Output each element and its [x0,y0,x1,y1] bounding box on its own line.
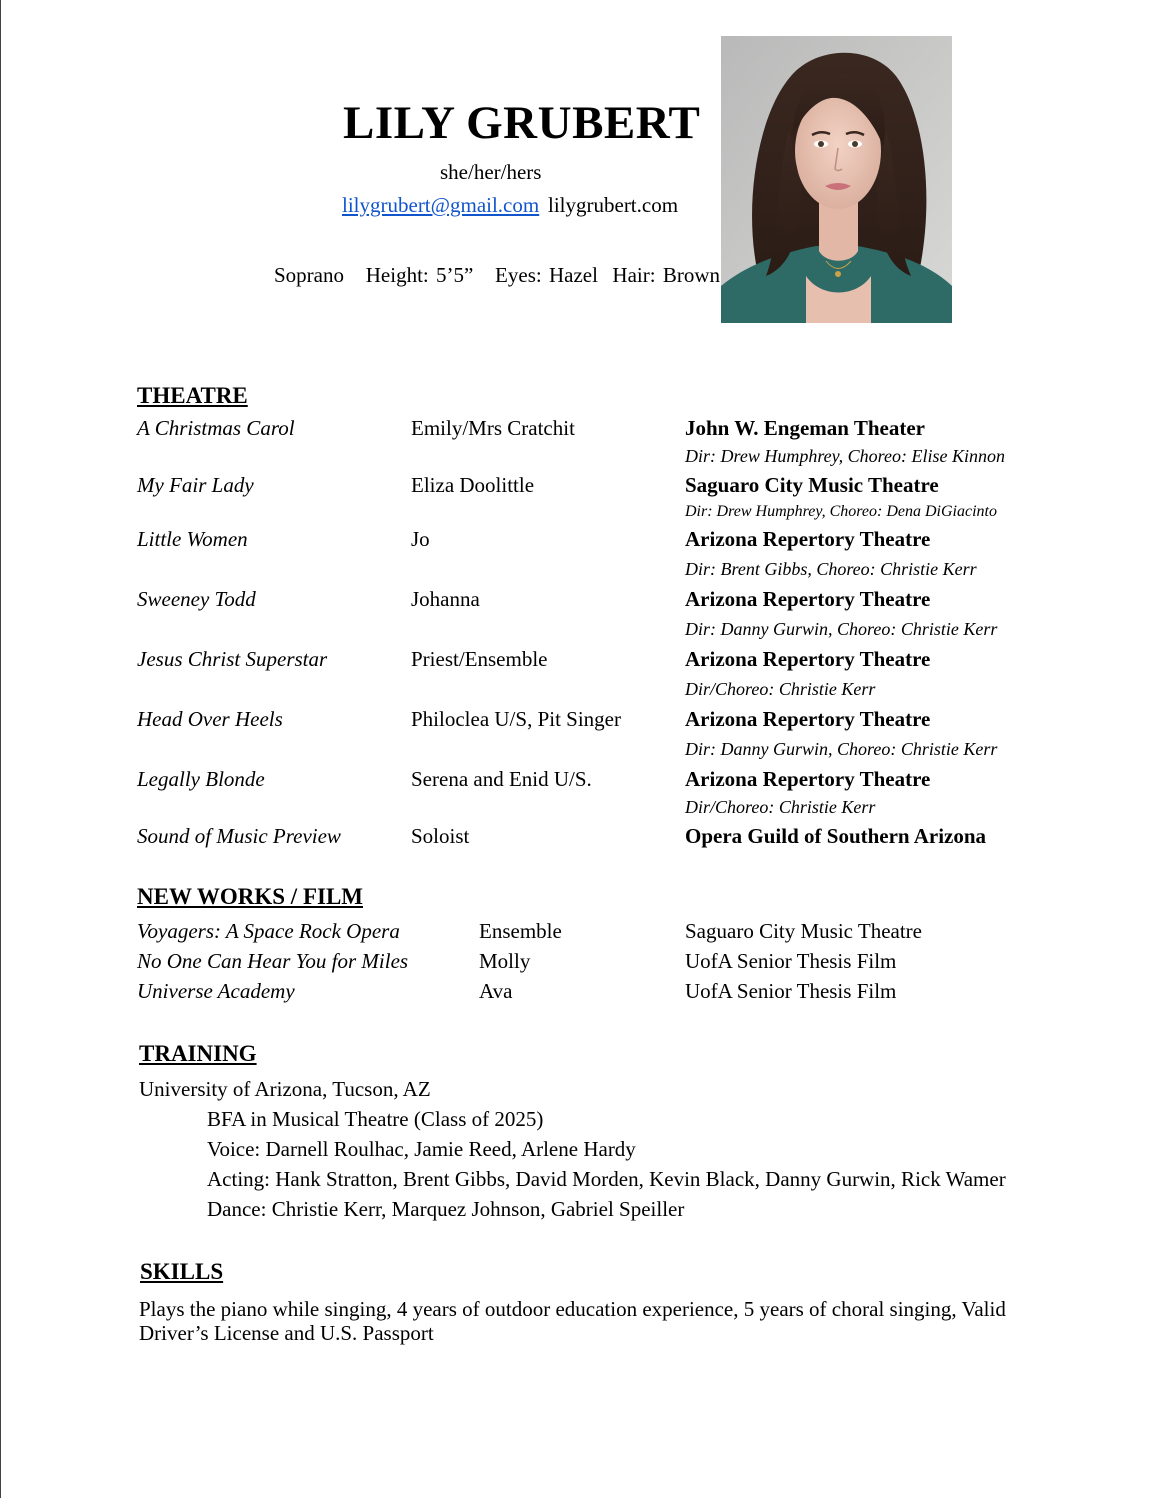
venue: Opera Guild of Southern Arizona [685,824,987,848]
venue: John W. Engeman Theater [685,416,925,440]
venue: Arizona Repertory Theatre [685,647,931,671]
show-title: Head Over Heels [137,707,283,731]
theatre-row [137,824,1057,854]
role: Priest/Ensemble [411,647,548,671]
role: Molly [479,949,531,973]
show-title: Sweeney Todd [137,587,256,611]
headshot-photo [721,36,952,323]
theatre-row [137,647,1057,677]
new-works-row [137,979,1057,1009]
director-credit: Dir: Danny Gurwin, Choreo: Christie Kerr [685,619,998,639]
show-title: Universe Academy [137,979,295,1003]
theatre-row [137,587,1057,617]
theatre-row [137,767,1057,797]
training-line: BFA in Musical Theatre (Class of 2025) [207,1107,544,1131]
director-credit: Dir: Danny Gurwin, Choreo: Christie Kerr [685,739,998,759]
venue: Arizona Repertory Theatre [685,707,931,731]
training-line: Acting: Hank Stratton, Brent Gibbs, David Morden, Kevin Black, Danny Gurwin, Rick Wamer [207,1167,1006,1191]
director-credit: Dir: Brent Gibbs, Choreo: Christie Kerr [685,559,977,579]
venue: UofA Senior Thesis Film [685,949,897,973]
theatre-row [137,416,1057,446]
director-credit: Dir: Drew Humphrey, Choreo: Elise Kinnon [685,446,1005,466]
resume-name: LILY GRUBERT [343,97,701,149]
venue: Arizona Repertory Theatre [685,767,931,791]
training-line: Voice: Darnell Roulhac, Jamie Reed, Arlene Hardy [207,1137,636,1161]
venue: Saguaro City Music Theatre [685,473,939,497]
show-title: Sound of Music Preview [137,824,341,848]
role: Serena and Enid U/S. [411,767,592,791]
website-text: lilygrubert.com [548,193,679,217]
section-heading-theatre: THEATRE [137,383,248,408]
role: Eliza Doolittle [411,473,535,497]
skills-text: Plays the piano while singing, 4 years of outdoor education experience, 5 years of choral singing, Valid Driver’s License and U.S. Passport [139,1297,1006,1345]
section-heading-training: TRAINING [139,1041,257,1066]
venue: Arizona Repertory Theatre [685,587,931,611]
show-title: Legally Blonde [137,767,265,791]
role: Emily/Mrs Cratchit [411,416,575,440]
role: Soloist [411,824,470,848]
role: Philoclea U/S, Pit Singer [411,707,621,731]
role: Jo [411,527,430,551]
show-title: Little Women [137,527,248,551]
venue: Arizona Repertory Theatre [685,527,931,551]
theatre-row [137,473,1057,503]
show-title: My Fair Lady [137,473,254,497]
email-link[interactable]: lilygrubert@gmail.com [342,193,540,217]
venue: UofA Senior Thesis Film [685,979,897,1003]
theatre-row [137,707,1057,737]
show-title: Voyagers: A Space Rock Opera [137,919,400,943]
training-line: Dance: Christie Kerr, Marquez Johnson, Gabriel Speiller [207,1197,685,1221]
pronouns: she/her/hers [440,160,542,184]
new-works-row [137,919,1057,949]
venue: Saguaro City Music Theatre [685,919,922,943]
section-heading-new-works: NEW WORKS / FILM [137,884,363,909]
vocal-physical-stats: Soprano Height: 5’5” Eyes: Hazel Hair: Brown [274,263,720,287]
director-credit: Dir/Choreo: Christie Kerr [685,679,876,699]
page-edge [0,0,1,1498]
section-heading-skills: SKILLS [140,1259,224,1284]
role: Johanna [411,587,480,611]
show-title: Jesus Christ Superstar [137,647,328,671]
role: Ensemble [479,919,562,943]
director-credit: Dir: Drew Humphrey, Choreo: Dena DiGiacinto [685,503,997,520]
theatre-row [137,527,1057,557]
new-works-row [137,949,1057,979]
show-title: A Christmas Carol [137,416,295,440]
director-credit: Dir/Choreo: Christie Kerr [685,797,876,817]
training-school: University of Arizona, Tucson, AZ [139,1077,431,1101]
show-title: No One Can Hear You for Miles [137,949,409,973]
role: Ava [479,979,513,1003]
